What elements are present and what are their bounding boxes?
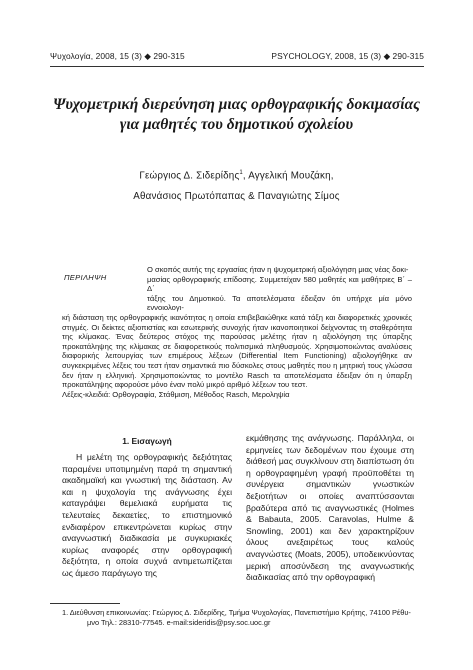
intro-paragraph: Η μελέτη της ορθογραφικής δεξιότητας παραμένει υποτιμημένη παρά τη σημαντική ακαδημαϊκή και γνωστική της διάσταση. Αν και η ψυχολογία της ανάγνωσης έχει καταγράψει θεμελιακά ευρήματα τις τελευταίες δεκαετίες, το επιστημονικό ενδιαφέρον επικεντρώνεται κυρίως στην αναγνωστική διαδικασία με συγκυριακές κυρίως αναφορές στην ορθογραφική δεξιότητα, η οποία συχνά αντιμετωπίζεται ως άμεσο παράγωγο της [62, 452, 232, 578]
intro-paragraph-continued: εκμάθησης της ανάγνωσης. Παράλληλα, οι ερμηνείες των δεδομένων που έχουμε στη διάθεσή μας συγκλίνουν στη διαπίστωση ότι η ορθογραφημένη γραφή προϋποθέτει τη συνέργεια σημαντικών γνωστικών δεξιοτήτων οι οποίες αναπτύσσονται βραδύτερα από τις αναγνωστικές (Holmes & Babauta, 2005. Caravolas, Hulme & Snowling, 2001) και δεν χαρακτηρίζουν όλους ανεξαιρέτως τους καλούς αναγνώστες (Moats, 2005), υποδεικνύοντας μερική αποσύνδεση της αναγνωστικής διαδικασίας από την ορθογραφική [246, 433, 414, 583]
author-1-name: Γεώργιος Δ. Σιδερίδης [139, 170, 240, 182]
abstract-line-1: Ο σκοπός αυτής της εργασίας ήταν η ψυχομετρική αξιολόγηση μιας νέας δοκι- [147, 265, 409, 274]
footnote-line-2: μνο Τηλ.: 28310-77545. e-mail:sideridis@psy.soc.uoc.gr [87, 618, 271, 627]
body-column-left [62, 452, 232, 580]
running-header-english: PSYCHOLOGY, 2008, 15 (3) ◆ 290-315 [271, 51, 424, 61]
title-line-1: Ψυχομετρική διερεύνηση μιας ορθογραφικής δοκιμασίας [52, 96, 421, 113]
abstract-line-3: τάξης του Δημοτικού. Τα αποτελέσματα έδειξαν ότι υπήρχε μία μόνο εννοιολογι- [147, 293, 412, 313]
section-heading: 1. Εισαγωγή [122, 436, 172, 446]
author-2-name: , Αγγελική Μουζάκη, [242, 170, 334, 182]
abstract-label: ΠΕΡΙΛΗΨΗ [64, 273, 107, 282]
title-line-2: για μαθητές του δημοτικού σχολείου [119, 116, 354, 133]
body-column-right [246, 433, 414, 584]
footnote [62, 608, 414, 628]
abstract-body: κή διάσταση της ορθογραφικής ικανότητας η οποία επιβεβαιώθηκε κατά τάξη και διαφορετικές χρονικές στιγμές. Οι δείκτες αξιοπιστίας και εσωτερικής συνοχής ήταν ικανοποιητικοί δείχνοντας τη σταθερότητα της κλίμακας. Ένας δεύτερος στόχος της παρούσας μελέτης ήταν η αξιολόγηση της ύπαρξης προκατάληψης της κλίμακας σε διαφορετικούς πολιτισμικά πληθυσμούς. Χρησιμοποιώντας αναλύσεις διαφορικής λειτουργίας των επιμέρους λέξεων (Differential Item Functioning) αξιολογήθηκε αν συγκεκριμένες λέξεις του τεστ ήταν σημαντικά πιο δύσκολες στους μαθητές που η μητρική τους γλώσσα δεν ήταν η ελληνική. Χρησιμοποιώντας το μοντέλο Rasch τα αποτελέσματα έδειξαν ότι η ύπαρξη προκατάληψης αφορούσε μόνο έναν πολύ μικρό αριθμό λέξεων του τεστ. [62, 312, 412, 390]
footnote-line-1: 1. Διεύθυνση επικοινωνίας: Γεώργιος Δ. Σιδερίδης, Τμήμα Ψυχολογίας, Πανεπιστήμιο Κρήτης, 74100 Ρέθυ- [62, 608, 411, 617]
article-title [40, 95, 433, 135]
header-rule [50, 66, 424, 67]
footnote-rule [50, 603, 120, 604]
authors-line-2: Αθανάσιος Πρωτόπαπας & Παναγιώτης Σίμος [133, 191, 340, 202]
author-footnote-marker: 1 [239, 170, 243, 176]
keywords: Λέξεις-κλειδιά: Ορθογραφία, Στάθμιση, Μέθοδος Rasch, Μεροληψία [62, 390, 290, 399]
authors-line-1 [40, 170, 433, 181]
abstract-text [62, 265, 412, 390]
abstract-line-2: μασίας ορθογραφικής επίδοσης. Συμμετείχαν 580 μαθητές και μαθήτριες Β΄ – Δ΄ [147, 274, 412, 294]
running-header-greek: Ψυχολογία, 2008, 15 (3) ◆ 290-315 [50, 51, 185, 61]
